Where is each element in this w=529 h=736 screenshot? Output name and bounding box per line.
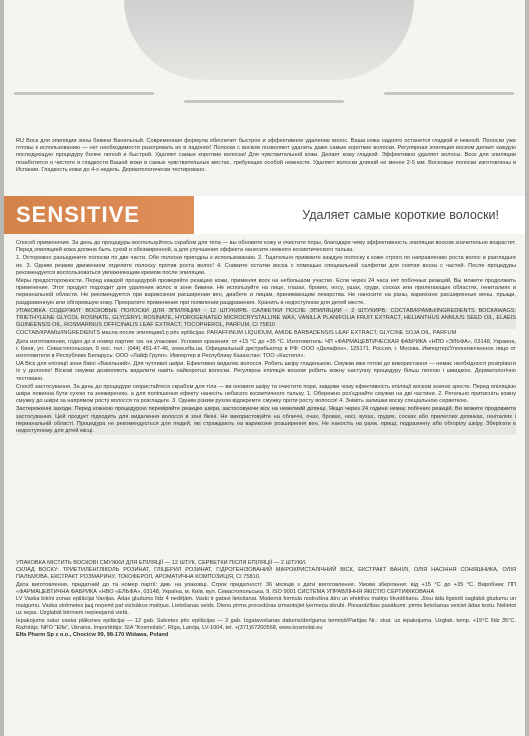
text-paragraph: Застереженні заходи. Перед кожною процедурою перевіряйте реакцію шкіри, застосовуючи віск на невеликій ділянці. Якщо через 24 години немає побічних реакцій, Ви можете продовжити застосування. Цей продукт підходить для видалення волосся в зоні бікіні. Не використовуйте на обличчі, очах, бровах, носі, вухах, грудях, сосках або прилеглих ділянках, геніталіях і перианальній області. Процедура не рекомендується для людей, які страждають на варикозне розширення вен. Не наносіть на рани, прищі, подразнену або обгорілу шкіру. Зберігати в недоступному для дітей місці. xyxy=(16,406,516,435)
instructions-block xyxy=(16,240,516,436)
banner-tagline: Удаляет самые короткие волоски! xyxy=(302,208,499,222)
text-paragraph: UA Віск для епіляції зони бікіні «Ванільний». Для чутливої шкіри. Ефективно видаляє волосся. Робить шкіру гладенькою. Смужки вже готові до використання — немає необхідності розігрівати їх у долонях! Віскові смужки дозволяють видалити навіть найкоротші волоски. Регулярна епіляція воском робить кожну наступну процедуру більш легкою і швидкою. Дерматологічно тестовано. xyxy=(16,361,516,382)
footer-address: Elfa Pharm Sp z o.o., Chocicw 99, 98-170 Widawa, Poland xyxy=(16,632,169,639)
text-paragraph: Меры предосторожности. Перед каждой процедурой проверяйте реакцию кожи, применяя воск на небольшом участке. Если через 24 часа нет побочных реакций, Вы можете продолжить применение. Этот продукт подходит для удаления волос в зоне бикини. Не используйте на лице, глазах, бровях, носу, ушах, груди, сосках или прилегающих областях, гениталиях и перианальной области. Не рекомендуется при варикозном расширении вен, диабете и лицам, принимающим лекарства. Не наносите на раны, варикозно расширенные вены, прыщи, раздраженную или обгоревшую кожу. Прекратите применение при появлении раздражения. Хранить в недоступном для детей месте. xyxy=(16,278,516,306)
lv-ua-block xyxy=(16,560,516,639)
text-paragraph: Спосіб застосування. За день до процедури скористайтеся скрабом для тіла — ви оновите шкіру та очистите пори, завдяки чому ефективність епіляції воском значно зросте. Перед епіляцією шкіра повинна бути сухою та знежиреною, а для поліпшення ефекту нанесіть небагато косметичного тальку. 1. Обережно роз'єднайте смужки на дві частини. 2. Ретельно притисніть кожну смужку до шкіри за напрямом росту волосся та розгладьте. 3. Одним різким рухом відокремте смужку проти росту волосся! 4. Зніміть залишки воску спеціальною серветкою. xyxy=(16,383,516,405)
text-paragraph: УПАКОВКА СОДЕРЖИТ ВОСКОВЫЕ ПОЛОСКИ ДЛЯ ЭПИЛЯЦИИ - 12 ШТУКИРВ. САЛФЕТКИ ПОСЛЕ ЭПИЛЯЦИИ - 2 ШТУКИРВ. СОСТАВ/КРАМЫ/INGREDIENTS ВОСКАWAGS: TRIETHYLENE GLYCOL ROSINATE, GLYCERYL ROSINATE, HYDROGENATED MICROCRYSTALLINE WAX, VANILLA PLANIFOLIA FRUIT EXTRACT, HELIANTHUS ANNUUS SEED OIL, ELAEIS GUINEENSIS OIL, ROSMARINUS OFFICINALIS LEAF EXTRACT, TOCOPHEROL, PARFUM, CI 75810 xyxy=(16,307,516,329)
text-paragraph: LV Vaska bikini zonas epilācijai Vaniļas. Ādas gludums līdz 4 nedēļām. Vaski ir gatavi lietošanai. Modernā formula nodrošina ātru un efektīvu matiņu likvidēšanu. Jūsu āda ilgstoši saglabā gludumu un maigumu. Vaska strēmeles ļauj noņemt pat visīsākos matiņus. Lietošanas veids. Dienu pirms procedūras izmantojiet ķermeņa skrubi. Piesardzības pasākumi: pirms lietošanas veiciet ādas testu. Nelietot uz sejas. Uzglabāt bērniem nepieejamā vietā. xyxy=(16,596,516,617)
sensitive-banner xyxy=(4,196,525,234)
text-paragraph: Дата виготовлення, придатний до та номер партії: див. на упаковці. Строк придатності: 36 місяців з дати виготовлення. Умови зберігання: від +15 °С до +35 °С. Виробник: ПП «ФАРМАЦЕВТИЧНА ФАБРИКА «НВО «ЕЛЬФА», 03148, Україна, м. Київ, вул. Севастопольська, 9. ISO 9001 СИСТЕМА УПРАВЛІННЯ ЯКІСТЮ СЕРТИФІКОВАНА xyxy=(16,581,516,595)
embossed-top-area xyxy=(4,0,525,120)
text-paragraph: Дата изготовления, годен до и номер партии: см. на упаковке. Условия хранения: от +15 °С до +35 °С. Изготовитель: ЧП «ФАРМАЦЕВТИЧЕСКАЯ ФАБРИКА «НПО «ЭЛЬФА», 03148, Украина, г. Киев, ул. Севастопольская, 9 оос. тел.: (044) 451-47-46, www.elfa.ua. Официальный дистрибьютор в РФ: ООО «Делафон», 125171, Россия, г. Москва. Импортер/Уполномоченное лицо от изготовителя в Республике Беларусь: ООО «Лайф Групп». Импортер в Республику Казахстан: ТОО «Кастелл». xyxy=(16,338,516,360)
text-paragraph: СОСТАВ/КРАМЫ/INGREDIENTS масла после эпиляции/Lņ pēc epilācijas: PARAFFINUM LIQUIDUM, AMIDE BARBADENSIS LEAF EXTRACT, GLYCINE SOJA OIL, PARFUM xyxy=(16,330,457,337)
text-paragraph: СКЛАД ВОСКУ: ТРИЕТИЛЕНГЛІКОЛЬ РОЗИНАТ, ГЛІЦЕРИЛ РОЗИНАТ, ГІДРОГЕНІЗОВАНИЙ МІКРОКРИСТАЛІЧНИЙ ВІСК, ЕКСТРАКТ ВАНІЛІ, ОЛІЯ НАСІННЯ СОНЯШНИКА, ОЛІЯ ПАЛЬМОВА, ЕКСТРАКТ РОЗМАРИНУ, ТОКОФЕРОЛ, АРОМАТИЧНА КОМПОЗИЦІЯ, CI 75810. xyxy=(16,567,516,581)
packaging-card xyxy=(4,0,525,736)
text-paragraph: 1. Осторожно разъедините полоски по две части. Обе полоски пригодны к использованию. 2. Тщательно прижмите каждую полоску к коже строго по направлению роста волос и разгладьте их. 3. Одним резким движением отделите полоску против роста волос! 4. Снимите остатки воска с помощью специальной салфетки для снятия воска с частей. После процедуры рекомендуется воспользоваться увлажняющим кремом после эпиляции. xyxy=(16,255,516,276)
sensitive-label: SENSITIVE xyxy=(4,196,194,234)
text-paragraph: УПАКОВКА МІСТИТЬ ВОСКОВІ СМУЖКИ ДЛЯ ЕПІЛЯЦІЇ — 12 ШТУК, СЕРВЕТКИ ПІСЛЯ ЕПІЛЯЦІЇ — 2 ШТУКИ. xyxy=(16,560,307,566)
text-paragraph: Iepakojums satur vaska plāksnes epilācijai — 12 gab. Salvetes pēc epilācijas — 2 gab. Izgatavošanas datums/derīguma termiņš/Partijas Nr.: skat. uz iepakojuma. Uzglab. temp. +15°C līdz 35°C. Ražotājs: NPO "Elfa", Ukraina. Importētājs: SIA "Kosmolats", Rīga, Latvija, LV-1004, tel. +(371)67200568, www.kosmolat.eu xyxy=(16,617,516,631)
ru-description-block xyxy=(16,138,516,174)
ru-description: RU Воск для эпиляции зоны бикини Ванильный. Современная формула обеспечит быстрое и эффективное удаление волос. Ваша кожа надолго останется гладкой и нежной. Полоски уже готовы к использованию — нет необходимости разогревать их в ладонях! Полоски с воском позволяют удалить даже самые короткие волоски. Регулярная эпиляция воском делает каждую последующую процедуру более легкой и быстрой. Удаляет самые короткие волоски! Для чувствительной кожи. Делает кожу гладкой. Эффективно удаляет волосы. Воск для эпиляции позаботится о чистоте и гладкости Вашей кожи в самых чувствительных местах, требующих особой нежности. Удаляет волоски длиной не менее 2-5 мм. Восковые полоски изготовлены в Испании. Гладкость кожи до 4-х недель. Дерматологически тестировано. xyxy=(16,138,516,173)
text-paragraph: Способ применения. За день до процедуры воспользуйтесь скрабом для тела — вы обновите кожу и очистите поры, благодаря чему эффективность эпиляции воском значительно возрастет. Перед эпиляцией кожа должна быть сухой и обезжиренной, а для улучшения эффекта нанесите немного косметического талька. xyxy=(16,240,516,254)
